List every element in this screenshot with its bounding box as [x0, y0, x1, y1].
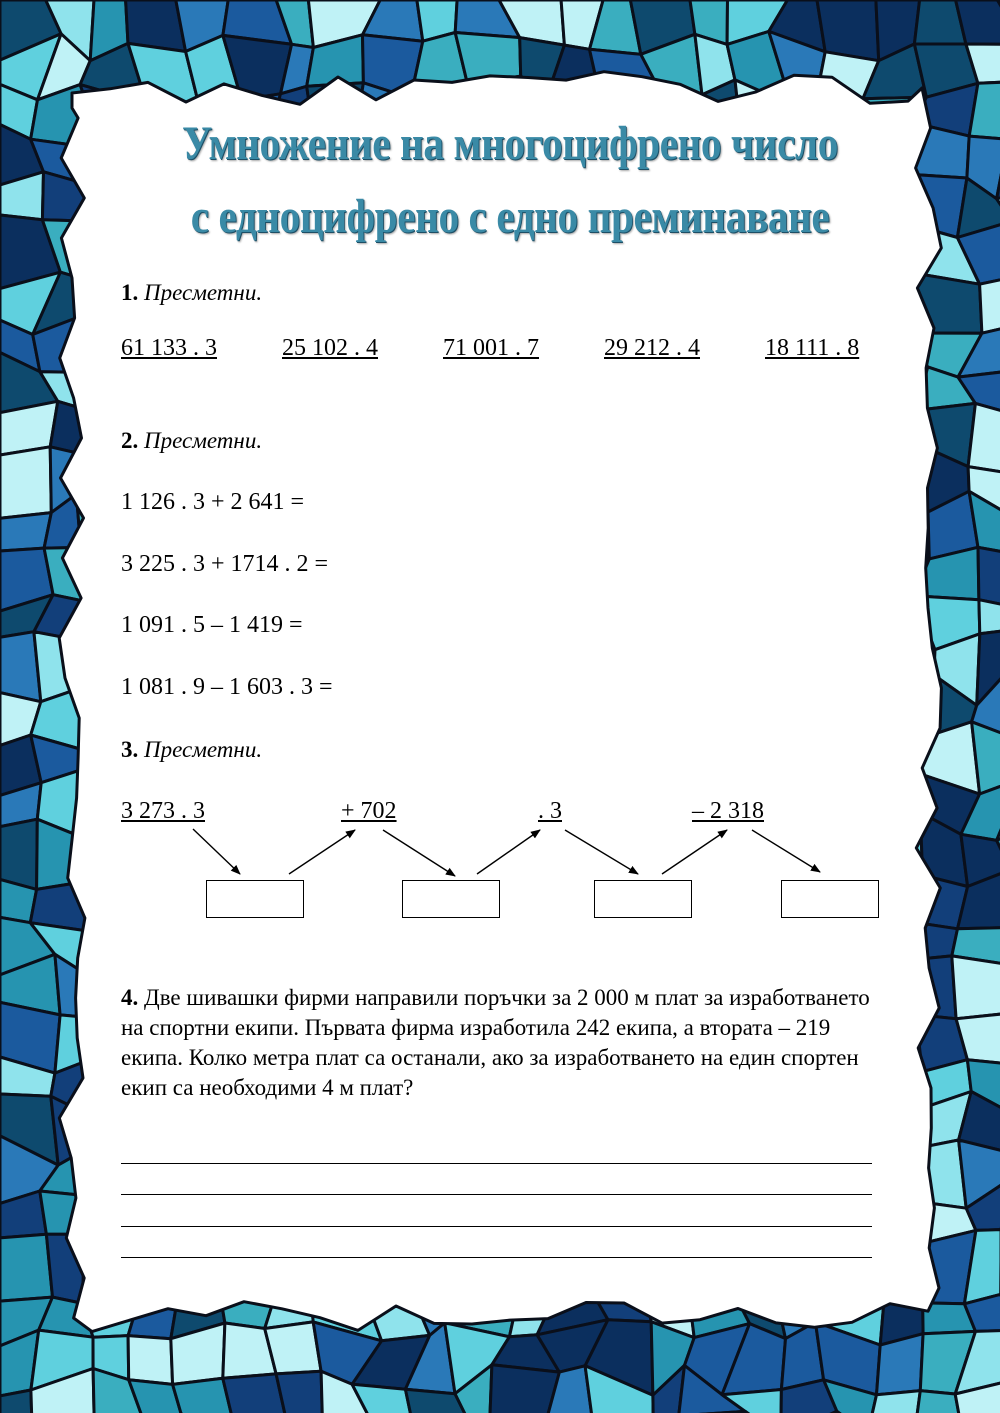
task2-equation: 3 225 . 3 + 1714 . 2 = [121, 551, 329, 577]
task1-instruction: Пресметни. [144, 280, 263, 305]
chain-step: – 2 318 [692, 798, 764, 824]
task1-expression: 61 133 . 3 [121, 335, 217, 361]
task2-instruction: Пресметни. [144, 428, 263, 453]
task3-number: 3. [121, 737, 139, 762]
page-title-line-1: Умножение на многоцифрено число [181, 117, 838, 170]
arrow-down-icon [193, 829, 240, 874]
arrow-up-icon [662, 830, 727, 874]
task4-number: 4. [121, 985, 139, 1010]
task2-number: 2. [121, 428, 139, 453]
answer-line[interactable] [121, 1163, 872, 1164]
answer-line[interactable] [121, 1257, 872, 1258]
chain-step: 3 273 . 3 [121, 798, 205, 824]
arrow-down-icon [383, 830, 455, 876]
arrow-up-icon [289, 830, 355, 874]
arrow-down-icon [565, 830, 638, 874]
task2-equation: 1 126 . 3 + 2 641 = [121, 489, 305, 515]
page-title-line-2: с едноцифрено с едно преминаване [190, 190, 830, 243]
answer-box[interactable] [206, 880, 304, 918]
answer-box[interactable] [594, 880, 692, 918]
answer-box[interactable] [781, 880, 879, 918]
task1-expression: 71 001 . 7 [443, 335, 539, 361]
task1-expression: 18 111 . 8 [765, 335, 860, 361]
arrow-down-icon [752, 830, 820, 872]
task2-equation: 1 081 . 9 – 1 603 . 3 = [121, 674, 333, 700]
arrow-up-icon [477, 830, 540, 874]
answer-line[interactable] [121, 1194, 872, 1195]
task4-word-problem [121, 983, 881, 1103]
task3-instruction: Пресметни. [144, 737, 263, 762]
answer-line[interactable] [121, 1226, 872, 1227]
task1-expression: 25 102 . 4 [282, 335, 378, 361]
answer-box[interactable] [402, 880, 500, 918]
task1-expression: 29 212 . 4 [604, 335, 700, 361]
task4-text: Две шивашки фирми направили поръчки за 2 000 м плат за изработването на спортни екипи. Първата фирма изработила 242 екипа, а втората – 219 екипа. Колко метра плат са останали, ако за изработването на един спортен екип са необходими 4 м плат? [121, 985, 870, 1100]
chain-step: . 3 [538, 798, 562, 824]
task1-number: 1. [121, 280, 139, 305]
task2-equation: 1 091 . 5 – 1 419 = [121, 612, 303, 638]
chain-step: + 702 [341, 798, 397, 824]
